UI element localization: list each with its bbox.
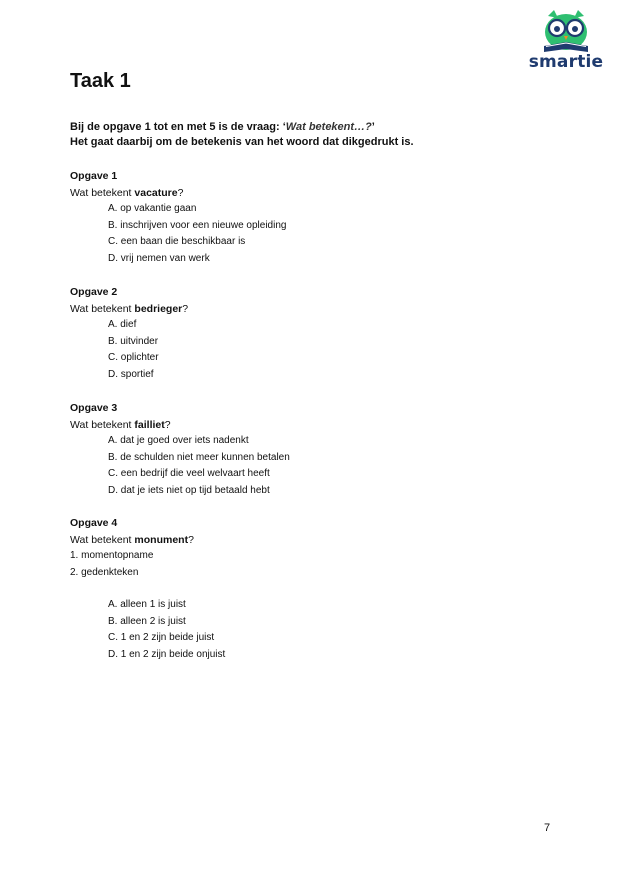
question-3 [70,400,550,499]
answer-option: C. een bedrijf die veel welvaart heeft [108,468,270,480]
question-4 [70,515,550,664]
answer-options [70,433,550,499]
question-prompt [70,532,550,549]
target-word: monument [134,533,189,546]
question-title: Opgave 1 [70,170,118,182]
answer-option: A. dat je goed over iets nadenkt [108,435,249,446]
instruction-question-phrase: Wat betekent…? [285,121,372,133]
answer-option: D. 1 en 2 zijn beide onjuist [108,648,226,660]
answer-option: C. 1 en 2 zijn beide juist [108,632,215,644]
answer-option: A. alleen 1 is juist [108,599,186,611]
prompt-text: Wat betekent [70,418,135,431]
answer-option: A. dief [108,319,137,330]
answer-option: D. dat je iets niet op tijd betaald hebt [108,484,270,496]
prompt-suffix: ? [164,418,171,431]
prompt-suffix: ? [177,186,184,199]
prompt-suffix: ? [188,533,194,546]
statement-item: 2. gedenkteken [70,566,139,578]
statement-list [70,548,550,581]
target-word: vacature [134,186,178,199]
answer-option: C. oplichter [108,352,159,364]
answer-options [70,201,550,267]
page-title: Taak 1 [70,70,131,92]
answer-options [70,597,550,663]
prompt-suffix: ? [182,302,189,315]
question-title: Opgave 2 [70,286,118,298]
answer-option: C. een baan die beschikbaar is [108,236,246,248]
answer-option: D. sportief [108,368,154,380]
answer-option: D. vrij nemen van werk [108,252,210,264]
question-prompt [70,417,550,434]
question-1 [70,168,550,267]
prompt-text: Wat betekent [70,186,135,199]
answer-option: B. inschrijven voor een nieuwe opleiding [108,219,287,231]
instructions [70,120,570,150]
smartie-logo [528,8,604,76]
answer-option: A. op vakantie gaan [108,203,197,214]
answer-options [70,317,550,383]
logo-wordmark: smartie [528,52,604,72]
instruction-line-1 [70,120,570,135]
question-title: Opgave 3 [70,402,118,414]
statement-item: 1. momentopname [70,550,154,561]
answer-option: B. de schulden niet meer kunnen betalen [108,451,290,463]
instruction-line-2: Het gaat daarbij om de betekenis van het woord dat dikgedrukt is. [70,136,414,148]
instruction-closing-quote: ’ [371,121,375,133]
spacer [70,581,550,597]
target-word: bedrieger [134,302,183,315]
target-word: failliet [134,418,165,431]
question-2 [70,284,550,383]
question-prompt [70,301,550,318]
owl-mascot-icon [538,8,594,54]
page-number: 7 [544,822,551,834]
question-prompt [70,185,550,202]
answer-option: B. uitvinder [108,335,159,347]
prompt-text: Wat betekent [70,533,135,546]
answer-option: B. alleen 2 is juist [108,615,186,627]
prompt-text: Wat betekent [70,302,135,315]
question-title: Opgave 4 [70,517,118,529]
instruction-text: Bij de opgave 1 tot en met 5 is de vraag: ‘ [70,121,286,133]
